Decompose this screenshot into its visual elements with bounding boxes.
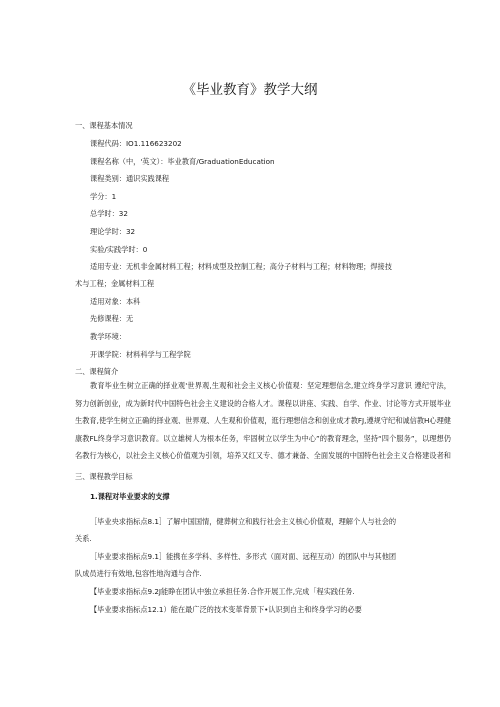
field-offering-college: 开课学院：材料科学与工程学院 <box>90 350 191 359</box>
field-course-name: 课程名称（中，'英文）：毕业教育/GraduationEducation <box>90 157 275 166</box>
course-intro-paragraph: 教育毕业生树立正确的择业观'世界观,生观和社会主义核心价值观：坚定理想信念,建立终身学习意识 遵纪守法，努力创新创业，成为新时代中国特色社会主义建设的合格人才。课程以讲座、实践、自学、作业、讨论等方式开展毕业生教育,使学生树立正确的择业观、世界观、人生观和价值观，逛行理想信念和创业成才教FJ,遵规守纪和诚信教H心理健康教FL终身学习意识教育。以立雄树人为根本任务，牢固树立以学生为中心”的教育理念，坚持“四个服务”，以理想仍名教行为核心，以社会主义核心价值观为引领，培养又红又专、德才兼备、全面发展的中国特色社会主义合格建设者和 <box>75 381 451 460</box>
field-total-hours: 总学时：32 <box>90 209 128 218</box>
indicator-line: 【毕业要求指标点12.1）能在最广泛的技术变革背景下•认识到自主和终身学习的必要 <box>90 605 362 614</box>
field-theory-hours: 理论学时：32 <box>90 227 136 236</box>
section-heading-objectives: 三、课程教学目标 <box>75 472 133 481</box>
section-heading-basic-info: 一、课程基本情况 <box>75 121 133 130</box>
indicator-line: 【毕业要求指标点9.2J能睁在团认中独立承担任务.合作开展工作,完成「程实践任务. <box>90 587 355 596</box>
field-prerequisites: 先修课程：无 <box>90 314 134 323</box>
indicator-line: ［毕业要求指标点9.1］能携在多学科、多样性、多形式（面对面、远程互动）的团队中与其他团 <box>90 552 397 561</box>
field-practice-hours: 实验/实践学时：0 <box>90 245 148 254</box>
indicator-line: 关系. <box>75 534 92 543</box>
field-course-category: 课程类别：通识实践课程 <box>90 174 170 183</box>
field-credits: 学分：1 <box>90 192 117 201</box>
indicator-line: ［毕业央求指标点8.1］了解中国国情，健葬树立和践行社会主义核心价值观，理解个人与社会的 <box>90 517 397 526</box>
section-heading-course-intro: 二、课程简介 <box>75 367 119 376</box>
field-teaching-environment: 教学环境： <box>90 332 126 341</box>
subheading-graduation-support: 1.课程对毕业要求的支撑 <box>90 492 170 501</box>
document-title: 《毕业教育》教学大纲 <box>182 82 318 98</box>
field-course-code: 课程代码：IO1.116623202 <box>90 139 182 148</box>
field-applicable-majors: 适用专业：无机非金属材料工程；材料成型及控制工程；高分子材料与工程；材料物理；焊接技 <box>90 262 392 271</box>
field-applicable-majors-cont: 术与工程；金属材料工程 <box>75 279 155 288</box>
field-target-audience: 适用对象：本科 <box>90 297 141 306</box>
indicator-line: 队成员进行有效地,包容性地沟通与合作. <box>75 569 202 578</box>
